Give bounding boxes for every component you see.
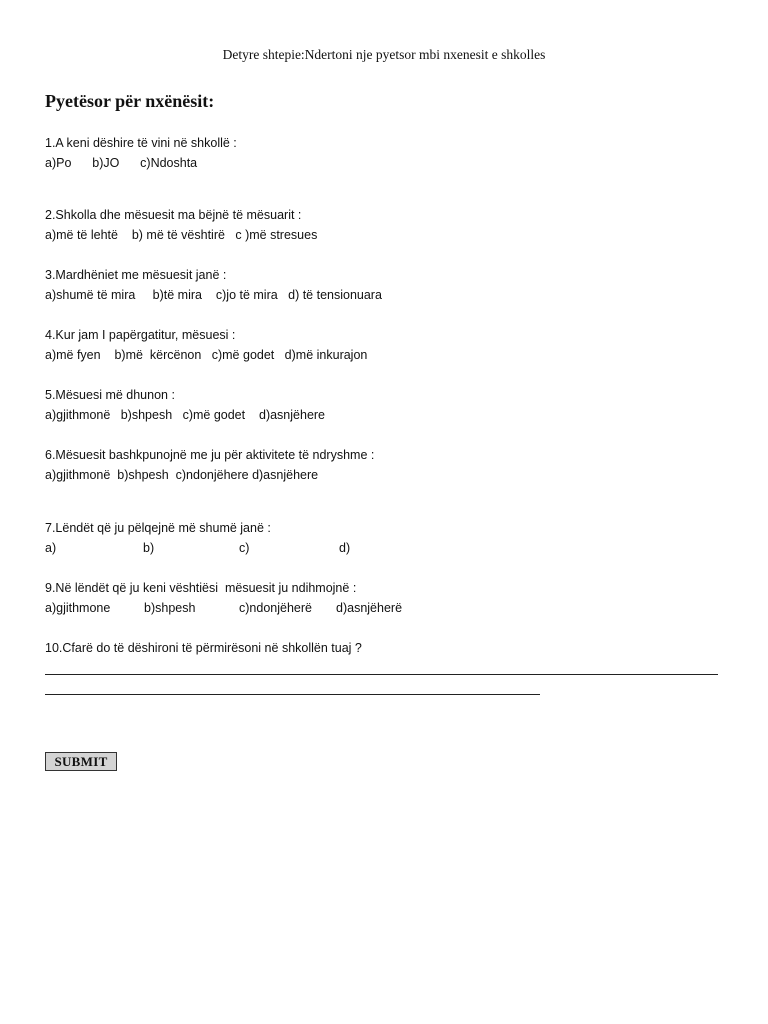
answer-line-1[interactable] [45,674,718,675]
submit-button[interactable]: SUBMIT [45,752,117,771]
question-7-options [45,540,405,556]
question-9-options [45,600,445,616]
assignment-note: Detyre shtepie:Ndertoni nje pyetsor mbi nxenesit e shkolles [222,47,546,62]
question-1-text: 1.A keni dëshire të vini në shkollë : [45,136,237,150]
question-3-options: a)shumë të mira b)të mira c)jo të mira d) të tensionuara [45,288,382,302]
question-9-option-d: d)asnjëherë [336,601,403,615]
question-9-option-b: b)shpesh [144,601,196,615]
question-7-option-a: a) [45,541,57,555]
question-3-text: 3.Mardhëniet me mësuesit janë : [45,268,227,282]
question-7-option-c: c) [239,541,250,555]
question-2-options: a)më të lehtë b) më të vështirë c )më stresues [45,228,318,242]
question-9-option-c: c)ndonjëherë [239,601,312,615]
question-5-options: a)gjithmonë b)shpesh c)më godet d)asnjëhere [45,408,326,422]
question-2-text: 2.Shkolla dhe mësuesit ma bëjnë të mësuarit : [45,208,302,222]
question-7-text: 7.Lëndët që ju pëlqejnë më shumë janë : [45,521,271,535]
question-9-text: 9.Në lëndët që ju keni vështiësi mësuesit ju ndihmojnë : [45,581,357,595]
question-7-option-b: b) [143,541,155,555]
answer-line-2[interactable] [45,694,540,695]
question-9-option-a: a)gjithmone [45,601,111,615]
questionnaire-title: Pyetësor për nxënësit: [45,91,215,111]
question-7-option-d: d) [339,541,351,555]
question-6-text: 6.Mësuesit bashkpunojnë me ju për aktivitete të ndryshme : [45,448,375,462]
question-4-options: a)më fyen b)më kërcënon c)më godet d)më inkurajon [45,348,368,362]
question-5-text: 5.Mësuesi më dhunon : [45,388,175,402]
question-1-options: a)Po b)JO c)Ndoshta [45,156,198,170]
question-4-text: 4.Kur jam I papërgatitur, mësuesi : [45,328,236,342]
question-10-text: 10.Cfarë do të dëshironi të përmirësoni në shkollën tuaj ? [45,641,362,655]
question-6-options: a)gjithmonë b)shpesh c)ndonjëhere d)asnjëhere [45,468,319,482]
